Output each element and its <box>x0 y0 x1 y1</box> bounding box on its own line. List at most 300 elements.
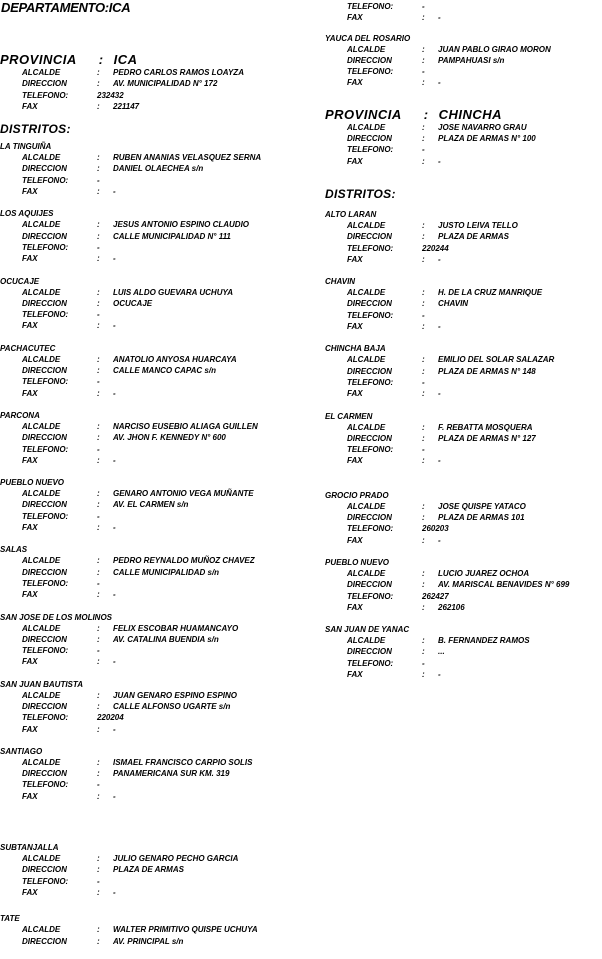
district-9 <box>0 747 300 802</box>
direccion-label: DIRECCION <box>22 164 67 174</box>
telefono-label: TELEFONO: <box>22 876 69 886</box>
right-district-1 <box>325 277 602 332</box>
separator: : <box>97 421 100 431</box>
alcalde-row <box>325 287 602 298</box>
spacer <box>325 332 602 344</box>
fax-value: - <box>113 455 116 465</box>
alcalde-value: JOSE NAVARRO GRAU <box>438 122 527 132</box>
district-name: GROCIO PRADO <box>325 490 389 500</box>
separator: : <box>97 101 100 111</box>
separator: : <box>97 936 100 946</box>
direccion-label: DIRECCION <box>347 232 392 242</box>
direccion-row <box>0 768 300 779</box>
separator: : <box>97 298 100 308</box>
alcalde-row <box>0 421 300 432</box>
alcalde-label: ALCALDE <box>347 501 386 511</box>
district-name: SAN JUAN BAUTISTA <box>0 679 83 689</box>
telefono-label: TELEFONO: <box>22 90 69 100</box>
district-name: CHAVIN <box>325 277 356 287</box>
separator: : <box>97 254 100 264</box>
telefono-label: TELEFONO: <box>347 377 394 387</box>
telefono-row <box>325 523 602 534</box>
alcalde-label: ALCALDE <box>22 220 61 230</box>
district-name: PARCONA <box>0 410 40 420</box>
fax-row <box>325 156 602 167</box>
direccion-label: DIRECCION <box>347 134 392 144</box>
continued-entry <box>325 1 602 24</box>
alcalde-label: ALCALDE <box>347 122 386 132</box>
direccion-value: CALLE MUNICIPALIDAD s/n <box>113 567 220 577</box>
fax-label: FAX <box>347 13 363 23</box>
alcalde-row <box>325 422 602 433</box>
spacer <box>0 668 300 680</box>
alcalde-row <box>0 152 300 163</box>
right-district-4 <box>325 491 602 546</box>
separator: : <box>97 523 100 533</box>
separator: : <box>97 187 100 197</box>
spacer <box>0 15 300 52</box>
separator: : <box>422 55 425 65</box>
direccion-value: PAMPAHUASI s/n <box>438 55 505 65</box>
spacer <box>325 24 602 34</box>
spacer <box>325 89 602 107</box>
telefono-row <box>0 578 300 589</box>
direccion-row <box>325 646 602 657</box>
alcalde-value: JUSTO LEIVA TELLO <box>438 220 518 230</box>
direccion-value: PLAZA DE ARMAS <box>113 865 184 875</box>
province-title <box>0 52 300 67</box>
alcalde-value: FELIX ESCOBAR HUAMANCAYO <box>113 623 239 633</box>
alcalde-value: B. FERNANDEZ RAMOS <box>438 636 530 646</box>
telefono-label: TELEFONO: <box>22 511 69 521</box>
fax-value: - <box>113 791 116 801</box>
alcalde-label: ALCALDE <box>22 690 61 700</box>
direccion-value: AV. MARISCAL BENAVIDES N° 699 <box>438 580 570 590</box>
telefono-label: TELEFONO: <box>347 310 394 320</box>
separator: : <box>422 535 425 545</box>
direccion-label: DIRECCION <box>22 567 67 577</box>
district-name: ALTO LARAN <box>325 209 377 219</box>
right-district-6 <box>325 625 602 680</box>
direccion-row <box>325 366 602 377</box>
telefono-value: - <box>97 444 100 454</box>
district-name: YAUCA DEL ROSARIO <box>325 33 411 43</box>
separator: : <box>97 854 100 864</box>
direccion-label: DIRECCION <box>347 299 392 309</box>
fax-label: FAX <box>347 602 363 612</box>
separator: : <box>97 455 100 465</box>
district-11 <box>0 914 300 947</box>
telefono-row <box>325 243 602 254</box>
right-column <box>325 0 602 680</box>
alcalde-row <box>325 354 602 365</box>
district-yauca <box>325 34 602 89</box>
separator: : <box>422 355 425 365</box>
districts-heading-right: DISTRITOS: <box>325 186 396 201</box>
telefono-label: TELEFONO: <box>347 145 394 155</box>
alcalde-row <box>325 122 602 133</box>
separator: : <box>97 690 100 700</box>
telefono-value: - <box>422 445 425 455</box>
telefono-value: - <box>97 377 100 387</box>
alcalde-value: PEDRO CARLOS RAMOS LOAYZA <box>113 68 244 77</box>
separator: : <box>97 153 100 163</box>
fax-row <box>0 320 300 331</box>
telefono-value: - <box>97 175 100 185</box>
separator: : <box>422 389 425 399</box>
telefono-row <box>325 377 602 388</box>
alcalde-row <box>0 555 300 566</box>
telefono-row <box>0 779 300 790</box>
fax-row <box>0 253 300 264</box>
fax-label: FAX <box>22 254 38 264</box>
fax-value: - <box>438 669 441 679</box>
alcalde-value: F. REBATTA MOSQUERA <box>438 422 533 432</box>
spacer <box>0 399 300 411</box>
alcalde-label: ALCALDE <box>22 623 61 633</box>
telefono-value: 232432 <box>97 90 124 100</box>
direccion-row <box>325 55 602 66</box>
district-2 <box>0 277 300 332</box>
direccion-value: DANIEL OLAECHEA s/n <box>113 164 204 174</box>
separator: : <box>97 164 100 174</box>
alcalde-row <box>0 757 300 768</box>
direccion-value: ... <box>438 647 445 657</box>
separator: : <box>422 13 425 23</box>
alcalde-label: ALCALDE <box>22 757 61 767</box>
direccion-row <box>325 133 602 144</box>
fax-label: FAX <box>347 78 363 88</box>
alcalde-label: ALCALDE <box>22 354 61 364</box>
direccion-row <box>0 936 300 947</box>
spacer <box>0 112 300 122</box>
district-name: EL CARMEN <box>325 411 373 421</box>
direccion-row <box>0 499 300 510</box>
fax-label: FAX <box>22 388 38 398</box>
telefono-label: TELEFONO: <box>22 377 69 387</box>
separator: : <box>422 602 425 612</box>
fax-label: FAX <box>22 321 38 331</box>
fax-value: - <box>438 456 441 466</box>
direccion-value: CHAVIN <box>438 299 469 309</box>
separator: : <box>422 433 425 443</box>
alcalde-row <box>325 44 602 55</box>
separator: : <box>422 647 425 657</box>
alcalde-label: ALCALDE <box>347 355 386 365</box>
fax-label: FAX <box>22 887 38 897</box>
spacer <box>325 400 602 412</box>
fax-value: - <box>113 657 116 667</box>
direccion-label: DIRECCION <box>347 513 392 523</box>
telefono-row <box>0 309 300 320</box>
telefono-label: TELEFONO: <box>347 67 394 77</box>
district-name: SAN JUAN DE YANAC <box>325 625 410 635</box>
separator: : <box>97 220 100 230</box>
alcalde-row <box>0 690 300 701</box>
telefono-row <box>325 144 602 155</box>
telefono-value: - <box>422 377 425 387</box>
district-1 <box>0 209 300 264</box>
spacer <box>0 601 300 613</box>
fax-value: - <box>113 724 116 734</box>
telefono-label: TELEFONO: <box>347 243 394 253</box>
direccion-value: PANAMERICANA SUR KM. 319 <box>113 769 230 779</box>
separator: : <box>97 489 100 499</box>
fax-value: - <box>438 535 441 545</box>
fax-value: - <box>438 156 441 166</box>
fax-value: - <box>438 322 441 332</box>
separator: : <box>97 68 100 77</box>
alcalde-label: ALCALDE <box>22 556 61 566</box>
direccion-label: DIRECCION <box>347 55 392 65</box>
telefono-row <box>0 876 300 887</box>
direccion-value: PLAZA DE ARMAS <box>438 232 509 242</box>
alcalde-value: GENARO ANTONIO VEGA MUÑANTE <box>113 489 254 499</box>
direccion-value: PLAZA DE ARMAS N° 100 <box>438 134 536 144</box>
telefono-value: - <box>97 578 100 588</box>
direccion-value: AV. JHON F. KENNEDY N° 600 <box>113 433 226 443</box>
telefono-label: TELEFONO: <box>22 444 69 454</box>
direccion-value: CALLE MUNICIPALIDAD N° 111 <box>113 231 231 241</box>
province-colon: : <box>423 106 429 122</box>
direccion-row <box>0 163 300 174</box>
separator: : <box>422 513 425 523</box>
fax-value: - <box>113 590 116 600</box>
telefono-label: TELEFONO: <box>347 591 394 601</box>
alcalde-row <box>0 287 300 298</box>
separator: : <box>422 134 425 144</box>
district-name: TATE <box>0 914 20 924</box>
separator: : <box>422 501 425 511</box>
fax-row <box>0 186 300 197</box>
fax-value: - <box>438 254 441 264</box>
district-name: PUEBLO NUEVO <box>0 478 65 488</box>
fax-value: - <box>113 388 116 398</box>
telefono-row <box>0 90 300 101</box>
alcalde-row <box>0 488 300 499</box>
province-title <box>325 107 602 122</box>
telefono-label: TELEFONO: <box>22 646 69 656</box>
separator: : <box>422 78 425 88</box>
alcalde-label: ALCALDE <box>347 44 386 54</box>
alcalde-label: ALCALDE <box>22 489 61 499</box>
alcalde-label: ALCALDE <box>22 925 61 935</box>
separator: : <box>422 254 425 264</box>
spacer <box>0 466 300 478</box>
right-district-3 <box>325 412 602 467</box>
alcalde-label: ALCALDE <box>347 220 386 230</box>
province-name: ICA <box>113 52 138 67</box>
telefono-value: - <box>422 658 425 668</box>
fax-row <box>325 669 602 680</box>
fax-value: - <box>438 78 441 88</box>
direccion-value: AV. PRINCIPAL s/n <box>113 936 184 946</box>
fax-row <box>0 388 300 399</box>
alcalde-label: ALCALDE <box>22 854 61 864</box>
direccion-label: DIRECCION <box>347 366 392 376</box>
district-name: LOS AQUIJES <box>0 209 54 219</box>
direccion-label: DIRECCION <box>347 433 392 443</box>
separator: : <box>422 220 425 230</box>
fax-label: FAX <box>347 456 363 466</box>
telefono-value: 220204 <box>97 713 124 723</box>
direccion-value: PLAZA DE ARMAS 101 <box>438 513 525 523</box>
separator: : <box>97 925 100 935</box>
direccion-row <box>325 298 602 309</box>
fax-row <box>0 791 300 802</box>
district-6 <box>0 545 300 600</box>
direccion-value: AV. EL CARMEN s/n <box>113 500 189 510</box>
direccion-label: DIRECCION <box>347 647 392 657</box>
separator: : <box>97 724 100 734</box>
alcalde-value: JESUS ANTONIO ESPINO CLAUDIO <box>113 220 250 230</box>
separator: : <box>422 288 425 298</box>
district-name: PACHACUTEC <box>0 343 56 353</box>
telefono-row <box>325 1 602 12</box>
alcalde-row <box>0 219 300 230</box>
alcalde-value: JOSE QUISPE YATACO <box>438 501 526 511</box>
fax-row <box>325 12 602 23</box>
province-chincha <box>325 107 602 167</box>
separator: : <box>422 636 425 646</box>
district-name: SALAS <box>0 545 28 555</box>
separator: : <box>97 433 100 443</box>
district-name: LA TINGUIÑA <box>0 142 52 152</box>
district-10 <box>0 843 300 898</box>
separator: : <box>97 321 100 331</box>
direccion-label: DIRECCION <box>22 231 67 241</box>
fax-value: - <box>438 13 441 23</box>
alcalde-value: LUCIO JUAREZ OCHOA <box>438 568 530 578</box>
separator: : <box>422 322 425 332</box>
fax-value: 221147 <box>113 101 140 111</box>
fax-value: - <box>438 389 441 399</box>
fax-row <box>325 77 602 88</box>
separator: : <box>422 568 425 578</box>
fax-row <box>325 321 602 332</box>
alcalde-value: JUAN GENARO ESPINO ESPINO <box>113 690 238 700</box>
separator: : <box>422 456 425 466</box>
telefono-value: - <box>97 310 100 320</box>
right-district-2 <box>325 344 602 399</box>
alcalde-row <box>325 635 602 646</box>
province-name: CHINCHA <box>438 106 503 122</box>
spacer <box>0 533 300 545</box>
telefono-value: - <box>422 145 425 155</box>
telefono-row <box>0 376 300 387</box>
fax-label: FAX <box>347 322 363 332</box>
direccion-label: DIRECCION <box>22 936 67 946</box>
spacer <box>0 802 300 843</box>
alcalde-label: ALCALDE <box>22 153 61 163</box>
department-title: DEPARTAMENTO:ICA <box>1 0 131 15</box>
telefono-row <box>325 658 602 669</box>
alcalde-value: JUAN PABLO GIRAO MORON <box>438 44 551 54</box>
spacer <box>0 332 300 344</box>
separator: : <box>422 299 425 309</box>
telefono-row <box>0 712 300 723</box>
separator: : <box>422 44 425 54</box>
telefono-value: - <box>422 67 425 77</box>
telefono-label: TELEFONO: <box>347 445 394 455</box>
alcalde-value: H. DE LA CRUZ MANRIQUE <box>438 288 543 298</box>
direccion-label: DIRECCION <box>22 701 67 711</box>
alcalde-value: LUIS ALDO GUEVARA UCHUYA <box>113 287 233 297</box>
separator: : <box>97 500 100 510</box>
telefono-row <box>0 242 300 253</box>
spacer <box>0 265 300 277</box>
separator: : <box>422 669 425 679</box>
direccion-value: AV. CATALINA BUENDIA s/n <box>113 634 219 644</box>
fax-row <box>325 455 602 466</box>
separator: : <box>97 388 100 398</box>
direccion-label: DIRECCION <box>347 580 392 590</box>
district-name: OCUCAJE <box>0 276 40 286</box>
alcalde-value: ANATOLIO ANYOSA HUARCAYA <box>113 354 237 364</box>
separator: : <box>97 791 100 801</box>
direccion-label: DIRECCION <box>22 769 67 779</box>
district-3 <box>0 344 300 399</box>
separator: : <box>97 757 100 767</box>
telefono-value: - <box>97 780 100 790</box>
alcalde-label: ALCALDE <box>347 568 386 578</box>
separator: : <box>97 354 100 364</box>
separator: : <box>97 590 100 600</box>
direccion-label: DIRECCION <box>22 634 67 644</box>
telefono-value: 262427 <box>422 591 449 601</box>
telefono-row <box>0 511 300 522</box>
fax-label: FAX <box>22 657 38 667</box>
direccion-row <box>0 634 300 645</box>
direccion-value: PLAZA DE ARMAS N° 148 <box>438 366 536 376</box>
spacer <box>0 735 300 747</box>
telefono-row <box>325 444 602 455</box>
alcalde-row <box>0 853 300 864</box>
fax-value: - <box>113 321 116 331</box>
separator: : <box>422 122 425 132</box>
alcalde-row <box>0 354 300 365</box>
direccion-row <box>325 512 602 523</box>
spacer <box>325 467 602 491</box>
separator: : <box>97 556 100 566</box>
alcalde-value: RUBEN ANANIAS VELASQUEZ SERNA <box>113 153 262 163</box>
direccion-label: DIRECCION <box>22 298 67 308</box>
separator: : <box>422 232 425 242</box>
district-8 <box>0 680 300 735</box>
direccion-label: DIRECCION <box>22 865 67 875</box>
direccion-label: DIRECCION <box>22 433 67 443</box>
telefono-row <box>325 66 602 77</box>
separator: : <box>97 769 100 779</box>
fax-value: - <box>113 523 116 533</box>
fax-label: FAX <box>347 669 363 679</box>
fax-label: FAX <box>22 590 38 600</box>
spacer <box>325 167 602 187</box>
separator: : <box>97 287 100 297</box>
direccion-row <box>325 433 602 444</box>
fax-row <box>0 522 300 533</box>
separator: : <box>97 887 100 897</box>
direccion-row <box>0 298 300 309</box>
telefono-label: TELEFONO: <box>22 780 69 790</box>
separator: : <box>97 634 100 644</box>
fax-label: FAX <box>22 791 38 801</box>
telefono-row <box>325 310 602 321</box>
direccion-label: DIRECCION <box>22 500 67 510</box>
telefono-label: TELEFONO: <box>347 2 394 11</box>
telefono-label: TELEFONO: <box>347 524 394 534</box>
telefono-value: - <box>97 646 100 656</box>
